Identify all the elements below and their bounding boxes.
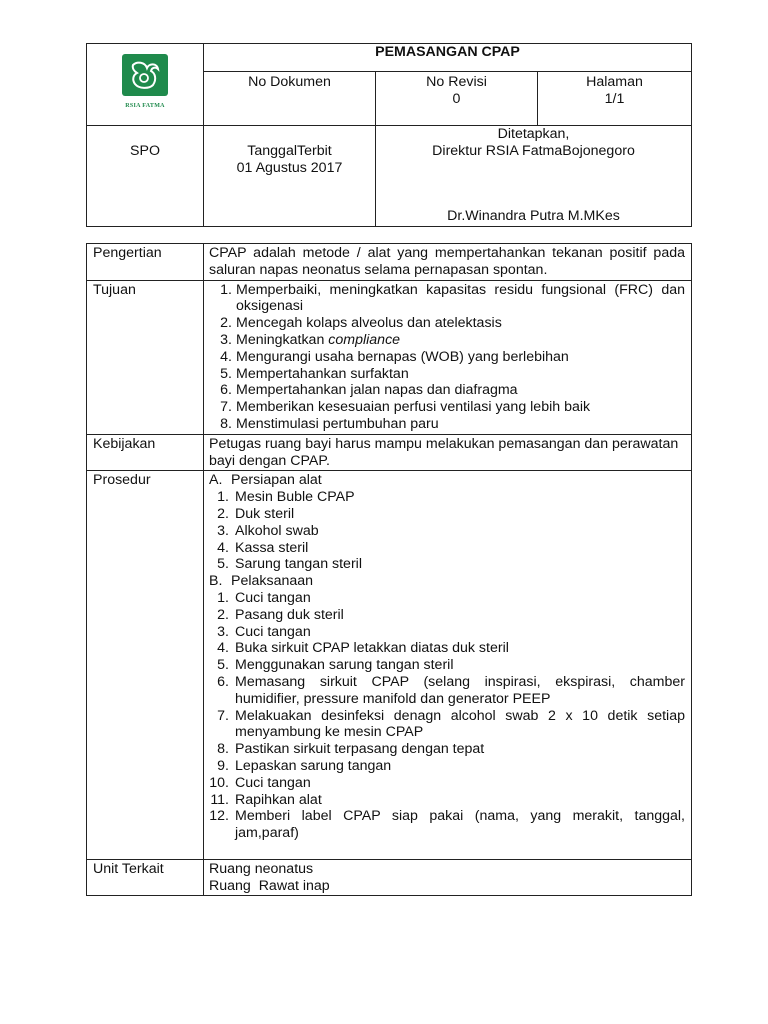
list-item: 2. Pasang duk steril [217,606,344,623]
list-item: 4. Buka sirkuit CPAP letakkan diatas duk steril [217,640,509,657]
list-item: 3. Cuci tangan [217,623,311,640]
halaman-cell [538,72,692,126]
pelaksanaan-list [209,590,685,842]
list-item: 2. Duk steril [217,505,295,522]
no-revisi-value: 0 [452,91,461,107]
tujuan-list [209,282,685,433]
signatory-name: Dr.Winandra Putra M.MKes [447,208,620,224]
list-item: 4. Kassa steril [217,539,309,556]
list-item: 2. Mencegah kolaps alveolus dan atelektasis [220,315,502,332]
direktur-text: Direktur RSIA FatmaBojonegoro [432,143,635,159]
prosedur-content [204,471,692,860]
list-item: 9. Lepaskan sarung tangan [217,757,392,774]
list-item: 7. Melakuakan desinfeksi denagn alcohol swab 2 x 10 detik setiap menyambung ke mesin CPAP [217,707,685,741]
no-dokumen-label: No Dokumen [204,72,376,126]
label-prosedur: Prosedur [87,471,204,860]
unit-line: Ruang neonatus [209,860,314,877]
list-item: 8. Pastikan sirkuit terpasang dengan tepat [217,741,485,758]
ditetapkan-text: Ditetapkan, [497,126,570,142]
no-revisi-label: No Revisi [426,74,487,90]
no-revisi-cell [376,72,538,126]
list-item: 3. Meningkatkan compliance [220,331,401,348]
list-item: 5. Mempertahankan surfaktan [220,365,409,382]
label-kebijakan: Kebijakan [87,434,204,471]
section-b-heading: B. Pelaksanaan [209,573,314,590]
section-a-heading: A. Persiapan alat [209,472,322,489]
row-tujuan [87,280,692,434]
spo-label: SPO [87,126,204,227]
list-item: 1. Mesin Buble CPAP [217,489,355,506]
list-item: 12. Memberi label CPAP siap pakai (nama, yang merakit, tanggal, jam,paraf) [209,808,685,842]
label-tujuan: Tujuan [87,280,204,434]
list-item: 10. Cuci tangan [209,774,311,791]
pengertian-text: CPAP adalah metode / alat yang mempertahankan tekanan positif pada saluran napas neonatus selama pernapasan spontan. [204,244,692,281]
tujuan-content [204,280,692,434]
label-pengertian: Pengertian [87,244,204,281]
logo-text: RSIA FATMA [125,103,165,109]
unit-line: Ruang Rawat inap [209,877,330,894]
row-unit-terkait [87,859,692,896]
header-table [86,43,692,227]
halaman-value: 1/1 [604,91,625,107]
unit-terkait-content [204,859,692,896]
hospital-logo [122,54,168,96]
tanggal-value: 01 Agustus 2017 [236,160,343,176]
list-item: 6. Memasang sirkuit CPAP (selang inspirasi, ekspirasi, chamber humidifier, pressure manifold dan generator PEEP [217,673,685,707]
list-item: 1. Cuci tangan [217,589,311,606]
row-prosedur [87,471,692,860]
tanggal-cell [204,126,376,227]
row-pengertian [87,244,692,281]
list-item: 8. Menstimulasi pertumbuhan paru [220,415,439,432]
list-item: 5. Menggunakan sarung tangan steril [217,657,454,674]
list-item: 7. Memberikan kesesuaian perfusi ventilasi yang lebih baik [220,399,591,416]
list-item: 6. Mempertahankan jalan napas dan diafragma [220,382,518,399]
list-item: 4. Mengurangi usaha bernapas (WOB) yang berlebihan [220,348,569,365]
list-item: 11. Rapihkan alat [210,791,322,808]
document-title: PEMASANGAN CPAP [204,44,692,72]
label-unit-terkait: Unit Terkait [87,859,204,896]
persiapan-list [209,489,685,573]
list-item: 5. Sarung tangan steril [217,556,362,573]
tanggal-label: TanggalTerbit [247,143,332,159]
list-item: 1. Memperbaiki, meningkatkan kapasitas residu fungsional (FRC) dan oksigenasi [220,281,685,315]
halaman-label: Halaman [586,74,643,90]
mother-child-icon [127,59,163,91]
row-kebijakan [87,434,692,471]
kebijakan-text: Petugas ruang bayi harus mampu melakukan pemasangan dan perawatan bayi dengan CPAP. [204,434,692,471]
content-table [86,243,692,896]
logo-cell [87,44,204,126]
ditetapkan-cell [376,126,692,227]
list-item: 3. Alkohol swab [217,522,319,539]
